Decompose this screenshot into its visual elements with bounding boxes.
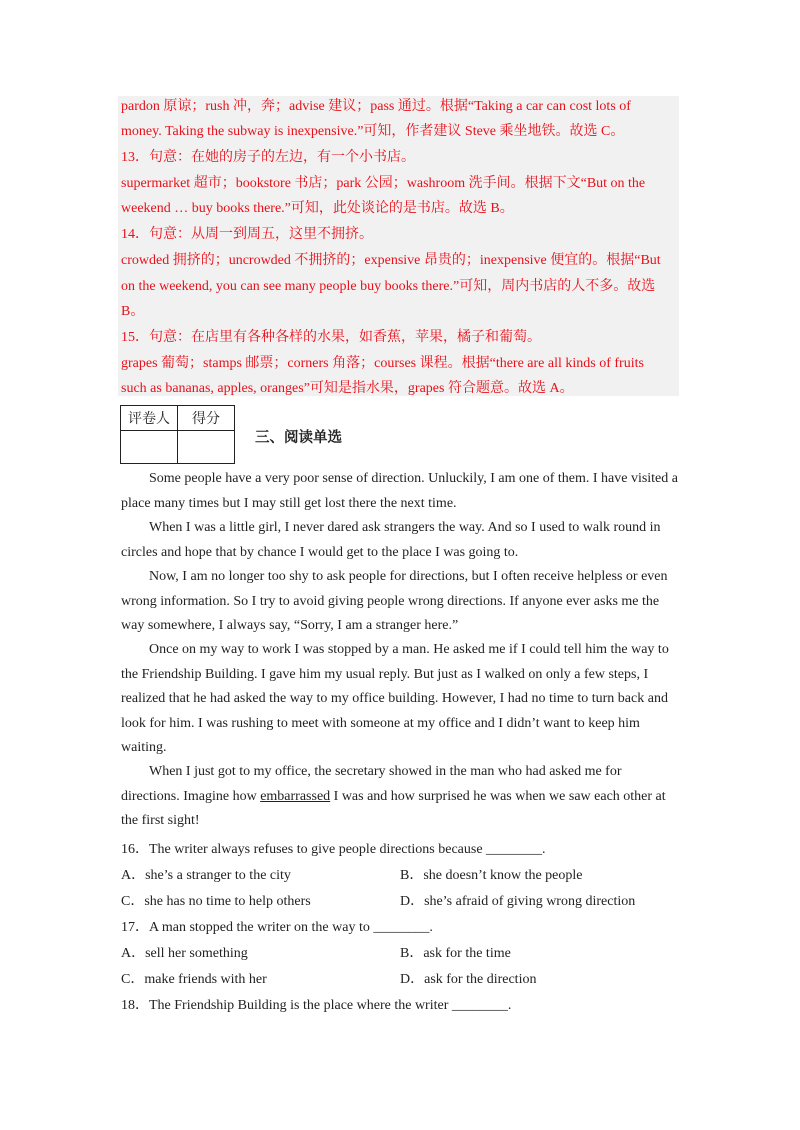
question-18: 18．The Friendship Building is the place where the writer ________. <box>121 998 512 1013</box>
score-cell <box>178 431 235 464</box>
answer-line: grapes 葡萄；stamps 邮票；corners 角落；courses 课程。根据“there are all kinds of fruits <box>121 356 644 371</box>
question-16: 16．The writer always refuses to give people directions because ________. <box>121 842 546 857</box>
option-17b: B．ask for the time <box>400 946 511 961</box>
grader-cell <box>121 431 178 464</box>
score-label: 得分 <box>178 406 235 431</box>
section-title: 三、阅读单选 <box>255 430 342 446</box>
option-16c: C．she has no time to help others <box>121 894 311 909</box>
passage-paragraph <box>121 760 681 834</box>
grader-label: 评卷人 <box>121 406 178 431</box>
passage-text: I was and how surprised he was when we saw each other at the first sight! <box>121 788 666 828</box>
answer-line: 14．句意：从周一到周五，这里不拥挤。 <box>121 227 373 242</box>
answer-line: 13．句意：在她的房子的左边，有一个小书店。 <box>121 150 415 165</box>
answer-line: B。 <box>121 304 145 319</box>
answer-line: 15．句意：在店里有各种各样的水果，如香蕉，苹果，橘子和葡萄。 <box>121 330 541 345</box>
option-16d: D．she’s afraid of giving wrong direction <box>400 894 636 909</box>
question-17: 17．A man stopped the writer on the way to ________. <box>121 920 433 935</box>
option-17d: D．ask for the direction <box>400 972 537 987</box>
answer-line: money. Taking the subway is inexpensive.”可知，作者建议 Steve 乘坐地铁。故选 C。 <box>121 124 625 139</box>
answer-line: on the weekend, you can see many people buy books there.”可知，周内书店的人不多。故选 <box>121 279 656 294</box>
answer-line: such as bananas, apples, oranges”可知是指水果，grapes 符合题意。故选 A。 <box>121 381 574 396</box>
passage-text: When I just got to my office, the secretary showed in the man who had asked me for directions. Imagine how <box>121 764 622 804</box>
answer-line: weekend … buy books there.”可知，此处谈论的是书店。故选 B。 <box>121 201 514 216</box>
option-16b: B．she doesn’t know the people <box>400 868 583 883</box>
answer-explanation-box <box>118 96 679 396</box>
underlined-word: embarrassed <box>260 788 331 804</box>
grader-score-table <box>120 405 235 464</box>
passage-paragraph: Now, I am no longer too shy to ask people for directions, but I often receive helpless or even wrong information. So I try to avoid giving people wrong directions. If anyone ever asks me the way somewhere, I always say, “Sorry, I am a stranger here.” <box>121 569 668 633</box>
passage-paragraph: Once on my way to work I was stopped by a man. He asked me if I could tell him the way to the Friendship Building. I gave him my usual reply. But just as I walked on only a few steps, I realized that he had asked the way to my office building. However, I had no time to turn back and look for him. I was rushing to meet with someone at my office and I didn’t want to keep him waiting. <box>121 642 669 755</box>
answer-line: supermarket 超市；bookstore 书店；park 公园；washroom 洗手间。根据下文“But on the <box>121 176 646 191</box>
passage-paragraph: When I was a little girl, I never dared ask strangers the way. And so I used to walk round in circles and hope that by chance I would get to the place I was going to. <box>121 520 661 560</box>
option-16a: A．she’s a stranger to the city <box>121 868 291 883</box>
passage-paragraph: Some people have a very poor sense of direction. Unluckily, I am one of them. I have visited a place many times but I may still get lost there the next time. <box>121 471 678 511</box>
option-17a: A．sell her something <box>121 946 248 961</box>
answer-line: pardon 原谅；rush 冲，奔；advise 建议；pass 通过。根据“Taking a car can cost lots of <box>121 99 631 114</box>
option-17c: C．make friends with her <box>121 972 267 987</box>
answer-line: crowded 拥挤的；uncrowded 不拥挤的；expensive 昂贵的；inexpensive 便宜的。根据“But <box>121 253 661 268</box>
